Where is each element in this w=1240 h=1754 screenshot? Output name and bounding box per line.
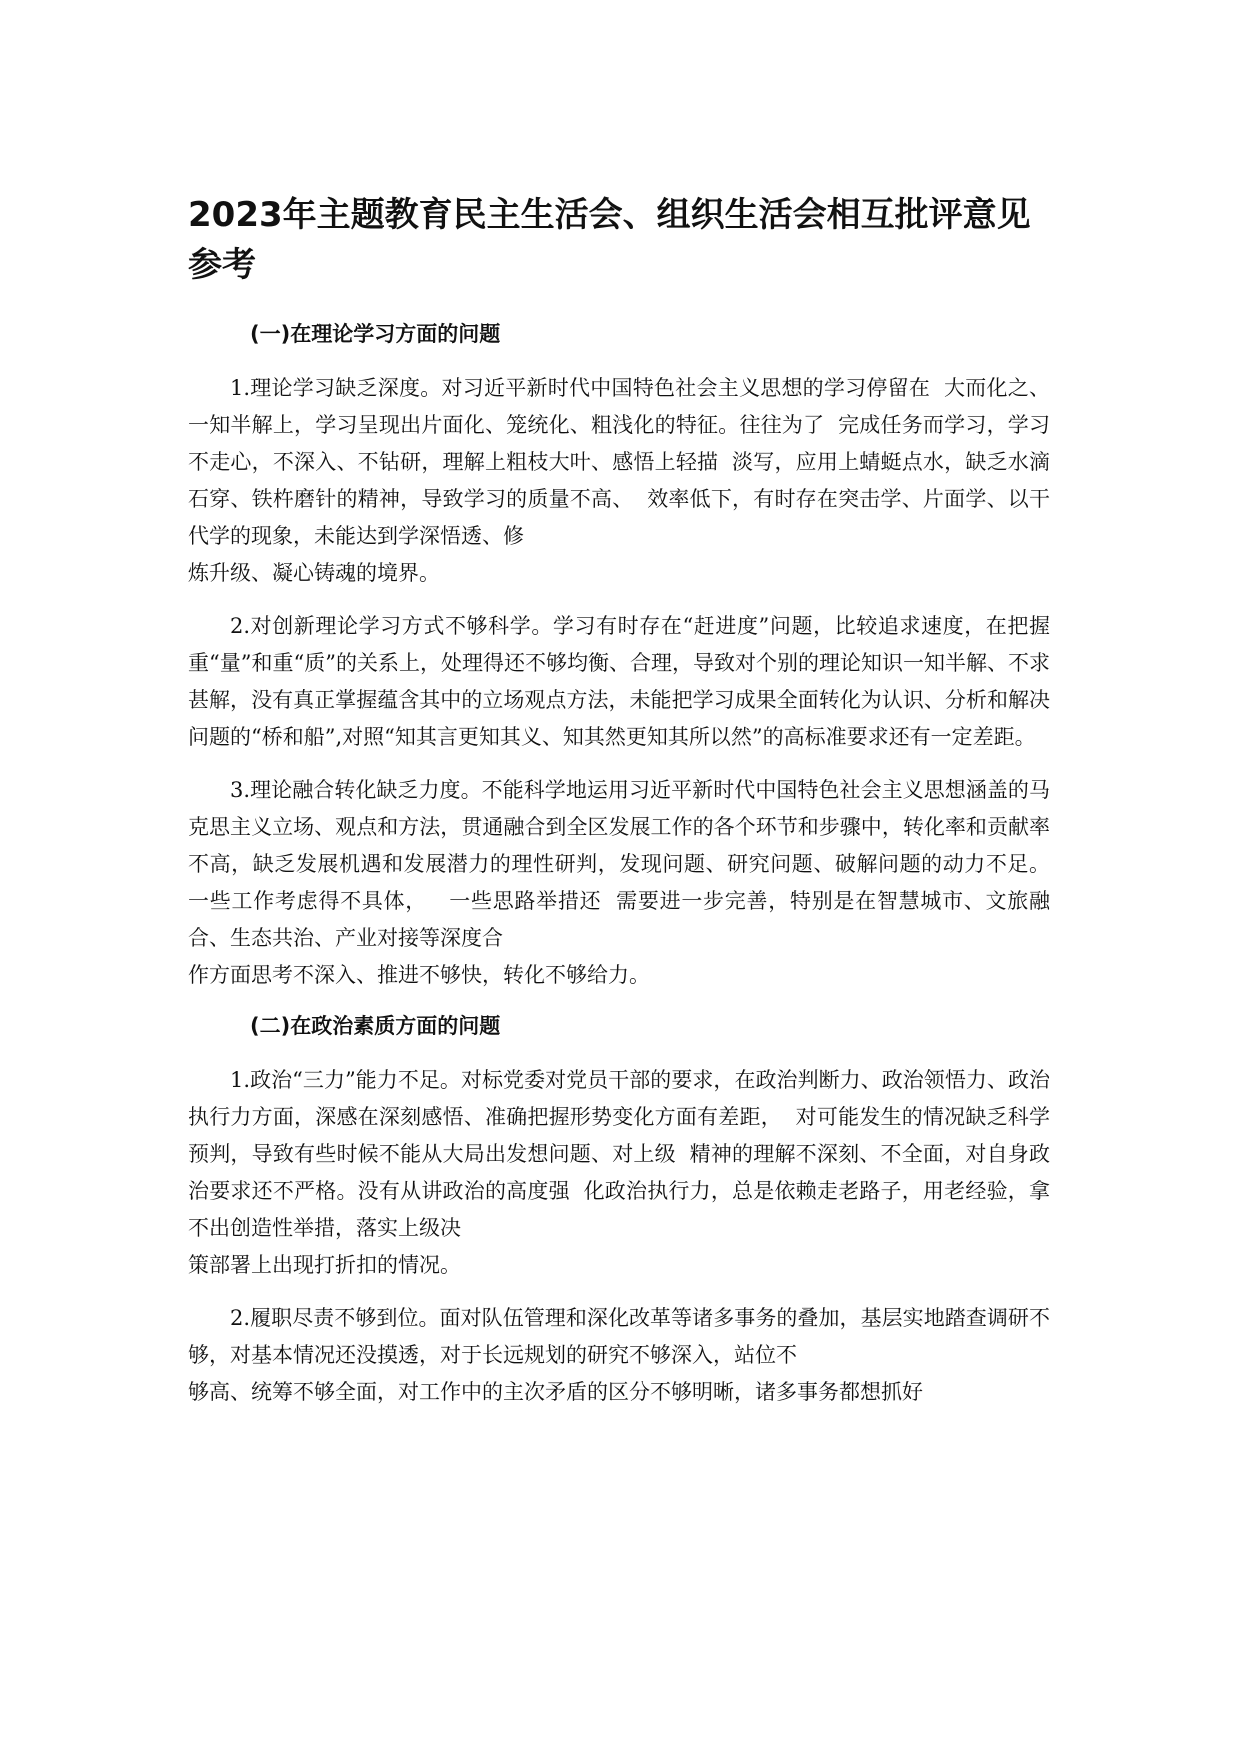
document-page bbox=[188, 190, 1071, 1427]
paragraph-continuation: 够高、统筹不够全面，对工作中的主次矛盾的区分不够明晰，诸多事务都想抓好 bbox=[188, 1380, 923, 1404]
paragraph-continuation: 作方面思考不深入、推进不够快，转化不够给力。 bbox=[188, 963, 650, 987]
paragraph-theory-integration: 3.理论融合转化缺乏力度。不能科学地运用习近平新时代中国特色社会主义思想涵盖的马克思主义立场、观点和方法，贯通融合到全区发展工作的各个环节和步骤中，转化率和贡献率不高，缺乏发展机遇和发展潜力的理性研判，发现问题、研究问题、破解问题的动力不足。 一些工作考虑得不具体， 一些思路举措还 需要进一步完善，特别是在智慧城市、文旅融合、生态共治、产业对接等深度合 bbox=[188, 778, 1071, 950]
paragraph-theory-depth: 1.理论学习缺乏深度。对习近平新时代中国特色社会主义思想的学习停留在 大而化之、 一知半解上，学习呈现出片面化、笼统化、粗浅化的特征。往往为了 完成任务而学习，学习不走心，不深入、不钻研，理解上粗枝大叶、感悟上轻描 淡写，应用上蜻蜓点水，缺乏水滴石穿、铁杵磨针的精神，导致学习的质量不高、 效率低下，有时存在突击学、片面学、以干代学的现象，未能达到学深悟透、修 bbox=[188, 376, 1064, 548]
paragraph-continuation: 炼升级、凝心铸魂的境界。 bbox=[188, 561, 440, 585]
section-heading: (一)在理论学习方面的问题 bbox=[250, 322, 501, 346]
paragraph-study-method: 2.对创新理论学习方式不够科学。学习有时存在“赶进度”问题，比较追求速度，在把握重“量”和重“质”的关系上，处理得还不够均衡、合理，导致对个别的理论知识一知半解、不求甚解，没有真正掌握蕴含其中的立场观点方法，未能把学习成果全面转化为认识、分析和解决问题的“桥和船”,对照“知其言更知其义、知其然更知其所以然”的高标准要求还有一定差距。 bbox=[188, 614, 1050, 749]
paragraph-political-ability: 1.政治“三力”能力不足。对标党委对党员干部的要求，在政治判断力、政治领悟力、政治执行力方面，深感在深刻感悟、准确把握形势变化方面有差距， 对可能发生的情况缺乏科学预判，导致有些时候不能从大局出发想问题、对上级 精神的理解不深刻、不全面，对自身政治要求还不严格。没有从讲政治的高度强 化政治执行力，总是依赖走老路子，用老经验，拿不出创造性举措，落实上级决 bbox=[188, 1068, 1050, 1240]
section-heading: (二)在政治素质方面的问题 bbox=[250, 1014, 501, 1038]
document-title: 2023年主题教育民主生活会、组织生活会相互批评意见参考 bbox=[188, 195, 1031, 285]
section-theory-study bbox=[188, 318, 1071, 994]
paragraph-duty-performance: 2.履职尽责不够到位。面对队伍管理和深化改革等诸多事务的叠加，基层实地踏查调研不够，对基本情况还没摸透，对于长远规划的研究不够深入，站位不 bbox=[188, 1306, 1050, 1367]
section-political-quality bbox=[188, 1010, 1050, 1411]
paragraph-continuation: 策部署上出现打折扣的情况。 bbox=[188, 1253, 461, 1277]
